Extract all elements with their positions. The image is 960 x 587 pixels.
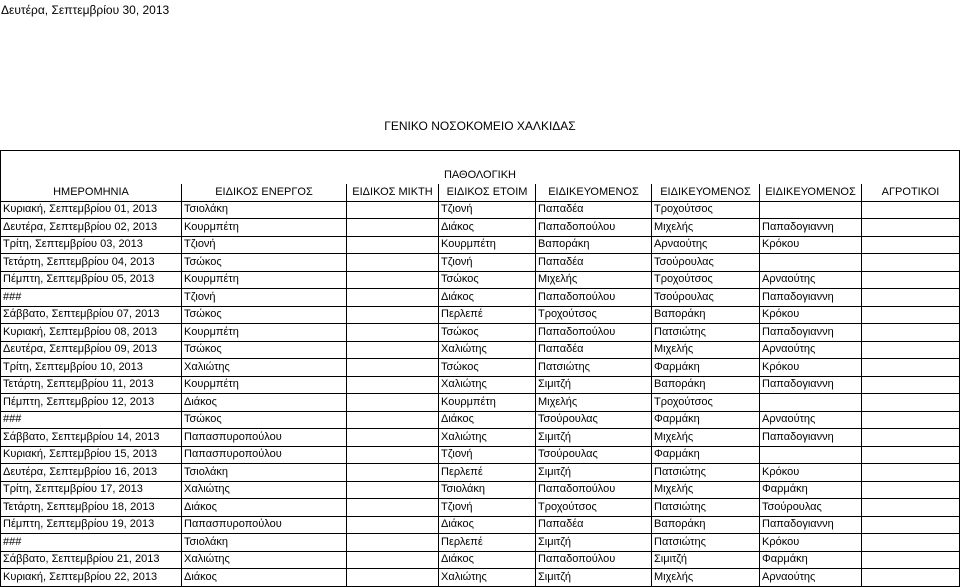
doctor-cell: Τσιολάκη [182,464,347,482]
table-row [1,201,960,219]
doctor-cell [347,271,439,289]
doctor-cell: Κουρμπέτη [182,219,347,237]
doctor-cell: Παπαδέα [536,254,652,272]
column-header: ΕΙΔΙΚΕΥΟΜΕΝΟΣ [760,184,862,201]
doctor-cell [862,271,960,289]
doctor-cell: Διάκος [439,289,536,307]
doctor-cell: Μιχελής [652,341,760,359]
date-cell: ### [1,534,182,552]
doctor-cell [862,516,960,534]
table-row [1,376,960,394]
date-cell: Τρίτη, Σεπτεμβρίου 03, 2013 [1,236,182,254]
doctor-cell: Τσιολάκη [439,481,536,499]
doctor-cell [862,551,960,569]
doctor-cell [862,446,960,464]
table-row [1,464,960,482]
doctor-cell [347,254,439,272]
doctor-cell [347,429,439,447]
doctor-cell [760,201,862,219]
date-cell: Τρίτη, Σεπτεμβρίου 17, 2013 [1,481,182,499]
doctor-cell: Μιχελής [536,394,652,412]
doctor-cell: Τσώκος [439,359,536,377]
doctor-cell: Διάκος [439,516,536,534]
doctor-cell: Κρόκου [760,306,862,324]
doctor-cell: Παπασπυροπούλου [182,429,347,447]
doctor-cell: Κρόκου [760,236,862,254]
doctor-cell: Πατσιώτης [652,499,760,517]
blank-band-row [1,151,960,168]
doctor-cell: Τσούρουλας [652,254,760,272]
table-row [1,394,960,412]
hospital-title: ΓΕΝΙΚΟ ΝΟΣΟΚΟΜΕΙΟ ΧΑΛΚΙΔΑΣ [384,119,576,133]
date-cell: Κυριακή, Σεπτεμβρίου 08, 2013 [1,324,182,342]
column-header: ΕΙΔΙΚΟΣ ΜΙΚΤΗ [347,184,439,201]
doctor-cell: Βαποράκη [536,236,652,254]
department-title: ΠΑΘΟΛΟΓΙΚΗ [1,168,960,185]
roster-body [1,151,960,587]
doctor-cell: Τσιολάκη [182,201,347,219]
doctor-cell: Χαλιώτης [439,429,536,447]
doctor-cell: Πατσιώτης [536,359,652,377]
doctor-cell: Σιμιτζή [536,376,652,394]
doctor-cell [760,254,862,272]
doctor-cell: Τσώκος [182,411,347,429]
doctor-cell [862,359,960,377]
doctor-cell: Σιμιτζή [536,534,652,552]
doctor-cell [862,306,960,324]
doctor-cell: Παπαδοπούλου [536,481,652,499]
doctor-cell: Διάκος [182,569,347,587]
doctor-cell: Φαρμάκη [652,411,760,429]
doctor-cell: Τσούρουλας [652,289,760,307]
doctor-cell [862,236,960,254]
doctor-cell: Διάκος [439,551,536,569]
table-row [1,289,960,307]
doctor-cell: Τζιονή [439,254,536,272]
doctor-cell [347,464,439,482]
doctor-cell [347,569,439,587]
doctor-cell [347,499,439,517]
header-row [1,184,960,201]
doctor-cell: Τσούρουλας [760,499,862,517]
doctor-cell: Κουρμπέτη [182,324,347,342]
doctor-cell: Περλεπέ [439,464,536,482]
doctor-cell: Τροχούτσος [536,306,652,324]
table-row [1,446,960,464]
doctor-cell: Βαποράκη [652,376,760,394]
doctor-cell: Τσούρουλας [536,411,652,429]
doctor-cell: Διάκος [182,394,347,412]
doctor-cell [347,236,439,254]
doctor-cell [760,446,862,464]
column-header: ΕΙΔΙΚΟΣ ΕΤΟΙΜ [439,184,536,201]
date-cell: Κυριακή, Σεπτεμβρίου 01, 2013 [1,201,182,219]
doctor-cell [347,341,439,359]
table-row [1,359,960,377]
doctor-cell: Διάκος [439,219,536,237]
date-cell: Κυριακή, Σεπτεμβρίου 15, 2013 [1,446,182,464]
table-row [1,499,960,517]
doctor-cell: Παπασπυροπούλου [182,516,347,534]
doctor-cell: Πατσιώτης [652,464,760,482]
doctor-cell [862,411,960,429]
doctor-cell: Πατσιώτης [652,324,760,342]
doctor-cell: Παπαδογιαννη [760,289,862,307]
doctor-cell [862,324,960,342]
doctor-cell: Τροχούτσος [536,499,652,517]
doctor-cell: Κουρμπέτη [439,236,536,254]
doctor-cell: Αρναούτης [652,236,760,254]
doctor-cell [862,429,960,447]
doctor-cell: Σιμιτζή [536,464,652,482]
doctor-cell [347,394,439,412]
doctor-cell: Βαποράκη [652,516,760,534]
doctor-cell [862,201,960,219]
doctor-cell: Παπαδοπούλου [536,551,652,569]
doctor-cell: Χαλιώτης [182,551,347,569]
doctor-cell: Φαρμάκη [652,446,760,464]
doctor-cell: Κουρμπέτη [182,271,347,289]
doctor-cell [862,219,960,237]
doctor-cell: Τροχούτσος [652,394,760,412]
doctor-cell: Τροχούτσος [652,271,760,289]
table-row [1,219,960,237]
column-header: ΕΙΔΙΚΟΣ ΕΝΕΡΓΟΣ [182,184,347,201]
doctor-cell: Χαλιώτης [439,341,536,359]
print-date: Δευτέρα, Σεπτεμβρίου 30, 2013 [1,3,170,17]
doctor-cell: Τζιονή [182,236,347,254]
date-cell: Σάββατο, Σεπτεμβρίου 21, 2013 [1,551,182,569]
doctor-cell: Τσώκος [182,306,347,324]
date-cell: Πέμπτη, Σεπτεμβρίου 12, 2013 [1,394,182,412]
doctor-cell: Φαρμάκη [760,551,862,569]
doctor-cell: Παπασπυροπούλου [182,446,347,464]
date-cell: Πέμπτη, Σεπτεμβρίου 19, 2013 [1,516,182,534]
doctor-cell [862,254,960,272]
table-row [1,254,960,272]
doctor-cell: Παπαδέα [536,341,652,359]
doctor-cell: Κουρμπέτη [439,394,536,412]
doctor-cell: Μιχελής [536,271,652,289]
doctor-cell: Βαποράκη [652,306,760,324]
doctor-cell: Τροχούτσος [652,201,760,219]
column-header: ΕΙΔΙΚΕΥΟΜΕΝΟΣ [652,184,760,201]
doctor-cell: Χαλιώτης [182,359,347,377]
doctor-cell [347,516,439,534]
date-cell: Τετάρτη, Σεπτεμβρίου 04, 2013 [1,254,182,272]
doctor-cell: Τζιονή [182,289,347,307]
doctor-cell [347,376,439,394]
table-row [1,569,960,587]
doctor-cell: Τζιονή [439,499,536,517]
doctor-cell: Παπαδογιαννη [760,376,862,394]
table-row [1,236,960,254]
doctor-cell: Παπαδογιαννη [760,219,862,237]
doctor-cell: Κρόκου [760,359,862,377]
table-row [1,534,960,552]
doctor-cell: Φαρμάκη [652,359,760,377]
table-row [1,481,960,499]
doctor-cell: Κρόκου [760,464,862,482]
doctor-cell [347,359,439,377]
doctor-cell [862,499,960,517]
doctor-cell [347,201,439,219]
date-cell: Τετάρτη, Σεπτεμβρίου 18, 2013 [1,499,182,517]
table-row [1,516,960,534]
doctor-cell: Σιμιτζή [652,551,760,569]
doctor-cell: Παπαδογιαννη [760,324,862,342]
doctor-cell: Τζιονή [439,446,536,464]
doctor-cell [862,481,960,499]
doctor-cell: Σιμιτζή [536,569,652,587]
doctor-cell: Παπαδοπούλου [536,324,652,342]
doctor-cell: Τσούρουλας [536,446,652,464]
doctor-cell [347,481,439,499]
doctor-cell [862,534,960,552]
table-row [1,429,960,447]
doctor-cell: Διάκος [182,499,347,517]
doctor-cell: Μιχελής [652,481,760,499]
doctor-cell [862,569,960,587]
doctor-cell: Τσώκος [182,254,347,272]
doctor-cell: Τσώκος [439,324,536,342]
doctor-cell: Αρναούτης [760,569,862,587]
doctor-cell: Παπαδέα [536,516,652,534]
column-header: ΑΓΡΟΤΙΚΟΙ [862,184,960,201]
doctor-cell [347,411,439,429]
table-row [1,341,960,359]
date-cell: Τρίτη, Σεπτεμβρίου 10, 2013 [1,359,182,377]
doctor-cell: Πατσιώτης [652,534,760,552]
doctor-cell: Παπαδογιαννη [760,516,862,534]
date-cell: Πέμπτη, Σεπτεμβρίου 05, 2013 [1,271,182,289]
blank-band-cell [1,151,960,168]
doctor-cell: Χαλιώτης [182,481,347,499]
doctor-cell: Παπαδέα [536,201,652,219]
doctor-cell: Αρναούτης [760,341,862,359]
doctor-cell: Αρναούτης [760,271,862,289]
doctor-cell: Σιμιτζή [536,429,652,447]
doctor-cell: Χαλιώτης [439,376,536,394]
date-cell: Δευτέρα, Σεπτεμβρίου 16, 2013 [1,464,182,482]
doctor-cell [347,219,439,237]
department-row [1,168,960,185]
doctor-cell: Παπαδοπούλου [536,289,652,307]
doctor-cell [862,341,960,359]
column-header: ΗΜΕΡΟΜΗΝΙΑ [1,184,182,201]
doctor-cell: Φαρμάκη [760,481,862,499]
doctor-cell: Μιχελής [652,569,760,587]
doctor-cell [347,551,439,569]
column-header: ΕΙΔΙΚΕΥΟΜΕΝΟΣ [536,184,652,201]
doctor-cell: Μιχελής [652,429,760,447]
doctor-cell [862,289,960,307]
table-row [1,324,960,342]
doctor-cell: Παπαδογιαννη [760,429,862,447]
table-row [1,411,960,429]
doctor-cell [347,289,439,307]
doctor-cell [862,376,960,394]
doctor-cell: Παπαδοπούλου [536,219,652,237]
date-cell: ### [1,289,182,307]
date-cell: Κυριακή, Σεπτεμβρίου 22, 2013 [1,569,182,587]
duty-roster-table [0,150,960,587]
doctor-cell [347,446,439,464]
date-cell: ### [1,411,182,429]
doctor-cell [347,324,439,342]
doctor-cell [347,306,439,324]
doctor-cell: Χαλιώτης [439,569,536,587]
date-cell: Σάββατο, Σεπτεμβρίου 07, 2013 [1,306,182,324]
table-row [1,306,960,324]
doctor-cell: Τσώκος [439,271,536,289]
doctor-cell: Τσώκος [182,341,347,359]
date-cell: Σάββατο, Σεπτεμβρίου 14, 2013 [1,429,182,447]
date-cell: Δευτέρα, Σεπτεμβρίου 09, 2013 [1,341,182,359]
doctor-cell [760,394,862,412]
doctor-cell: Περλεπέ [439,534,536,552]
table-row [1,551,960,569]
doctor-cell: Κρόκου [760,534,862,552]
doctor-cell: Τζιονή [439,201,536,219]
doctor-cell [347,534,439,552]
doctor-cell: Περλεπέ [439,306,536,324]
doctor-cell [862,464,960,482]
date-cell: Τετάρτη, Σεπτεμβρίου 11, 2013 [1,376,182,394]
doctor-cell [862,394,960,412]
table-row [1,271,960,289]
doctor-cell: Κουρμπέτη [182,376,347,394]
date-cell: Δευτέρα, Σεπτεμβρίου 02, 2013 [1,219,182,237]
doctor-cell: Τσιολάκη [182,534,347,552]
doctor-cell: Αρναούτης [760,411,862,429]
doctor-cell: Μιχελής [652,219,760,237]
doctor-cell: Διάκος [439,411,536,429]
